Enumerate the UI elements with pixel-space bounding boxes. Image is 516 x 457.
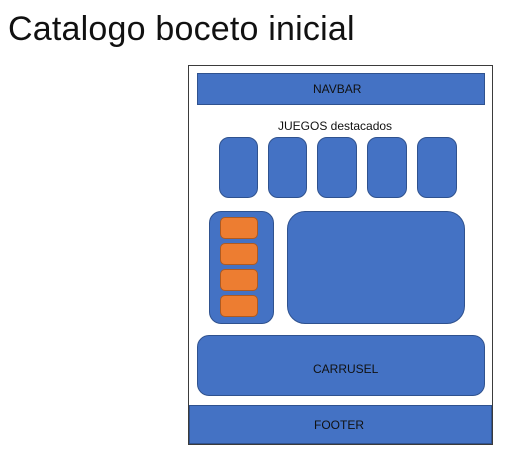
featured-card-4[interactable]: [367, 137, 407, 198]
sidebar-item-4[interactable]: [220, 295, 258, 317]
featured-card-3[interactable]: [317, 137, 357, 198]
featured-card-5[interactable]: [417, 137, 457, 198]
footer-label: FOOTER: [314, 418, 364, 432]
featured-card-2[interactable]: [268, 137, 307, 198]
main-content-panel[interactable]: [287, 211, 465, 324]
catalog-wireframe-frame: [188, 65, 493, 445]
carousel-label: CARRUSEL: [313, 362, 379, 376]
sidebar-item-1[interactable]: [220, 217, 258, 239]
page-title: Catalogo boceto inicial: [8, 10, 355, 48]
sidebar-item-2[interactable]: [220, 243, 258, 265]
featured-card-1[interactable]: [219, 137, 258, 198]
featured-games-heading: JUEGOS destacados: [278, 119, 393, 133]
navbar-label: NAVBAR: [313, 82, 362, 96]
sidebar-item-3[interactable]: [220, 269, 258, 291]
